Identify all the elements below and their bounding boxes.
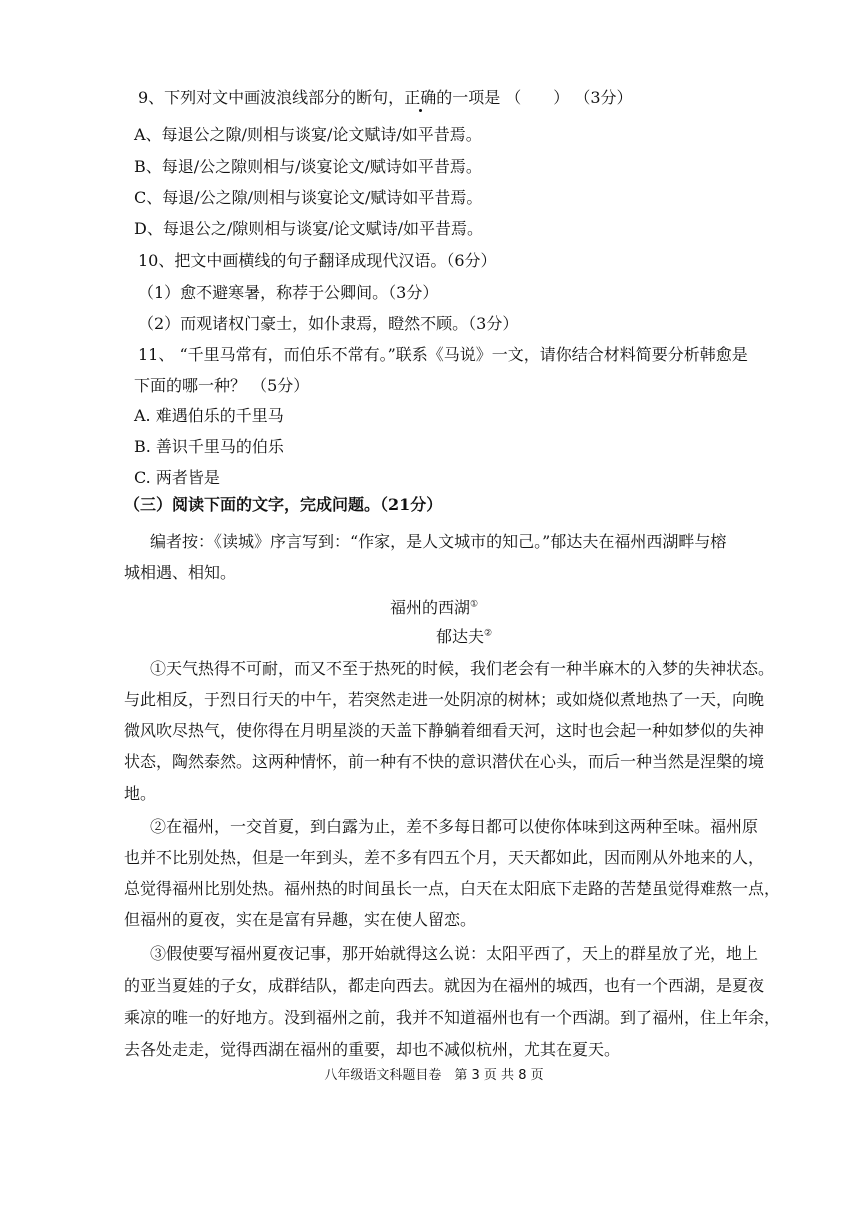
paragraph-1-line: ①天气热得不可耐，而又不至于热死的时候，我们老会有一种半麻木的入梦的失神状态。 (150, 659, 775, 678)
q10-stem: 10、把文中画横线的句子翻译成现代汉语。（6分） (138, 251, 497, 270)
q9-option-c: C、每退/公之隙/则相与谈宴论文/赋诗如平昔焉。 (134, 188, 483, 207)
q9-option-a: A、每退公之隙/则相与谈宴/论文赋诗/如平昔焉。 (134, 125, 482, 144)
paragraph-3-line: ③假使要写福州夏夜记事，那开始就得这么说：太阳平西了，天上的群星放了光，地上 (150, 944, 759, 963)
author-footnote-mark: ② (484, 628, 493, 639)
article-title-footnote-mark: ① (469, 599, 479, 610)
paragraph-2-line: 总觉得福州比别处热。福州热的时间虽长一点，白天在太阳底下走路的苦楚虽觉得难熬一点， (124, 879, 781, 898)
q10-item-2: （2）而观诸权门豪士，如仆隶焉，瞪然不顾。（3分） (138, 314, 519, 333)
editor-note-line-2: 城相遇、相知。 (124, 563, 237, 582)
section3-heading: （三）阅读下面的文字，完成问题。（21分） (124, 495, 443, 514)
page-footer: 八年级语文科题目卷 第 3 页 共 8 页 (324, 1068, 544, 1083)
paragraph-2-line: 但福州的夏夜，实在是富有异趣，实在使人留恋。 (124, 910, 477, 929)
paragraph-3-line: 的亚当夏娃的子女，成群结队，都走向西去。就因为在福州的城西，也有一个西湖，是夏夜 (124, 976, 765, 995)
q9-option-b: B、每退/公之隙则相与/谈宴论文/赋诗如平昔焉。 (134, 157, 482, 176)
paragraph-3-line: 乘凉的唯一的好地方。没到福州之前，我并不知道福州也有一个西湖。到了福州，住上年余， (124, 1008, 781, 1027)
q9-stem-pre: 9、下列对文中画波浪线部分的断句， (138, 88, 405, 107)
paragraph-3-line: 去各处走走，觉得西湖在福州的重要，却也不减似杭州，尤其在夏天。 (124, 1040, 621, 1059)
q11-option-b: B. 善识千里马的伯乐 (134, 437, 284, 456)
q9-stem-post: 的一项是 （ ） （3分） (436, 88, 633, 107)
q11-stem-line-1: 11、 “千里马常有，而伯乐不常有。”联系《马说》一文，请你结合材料简要分析韩愈是 (138, 345, 748, 364)
paragraph-1-line: 微风吹尽热气，使你得在月明星淡的天盖下静躺着细看天河，这时也会起一种如梦似的失神 (124, 721, 765, 740)
paragraph-1-line: 状态，陶然泰然。这两种情怀，前一种有不快的意识潜伏在心头，而后一种当然是涅槃的境 (124, 752, 765, 771)
paragraph-2-line: ②在福州，一交首夏，到白露为止，差不多每日都可以使你体味到这两种至味。福州原 (150, 817, 759, 836)
paragraph-1-line: 地。 (124, 784, 157, 803)
q11-option-c: C. 两者皆是 (134, 468, 220, 487)
q11-option-a: A. 难遇伯乐的千里马 (134, 406, 284, 425)
editor-note-line-1: 编者按：《读城》序言写到：“作家，是人文城市的知己。”郁达夫在福州西湖畔与榕 (150, 532, 727, 551)
paragraph-2-line: 也并不比别处热，但是一年到头，差不多有四五个月，天天都如此，因而刚从外地来的人， (124, 848, 765, 867)
article-author: 郁达夫② (436, 627, 493, 646)
q9-option-d: D、每退公之/隙则相与谈宴/论文赋诗/如平昔焉。 (134, 219, 484, 238)
q10-item-1: （1）愈不避寒暑，称荐于公卿间。（3分） (138, 283, 439, 302)
q11-stem-line-2: 下面的哪一种？ （5分） (134, 376, 310, 395)
paragraph-1-line: 与此相反，于烈日行天的中午，若突然走进一处阴凉的树林；或如烧似煮地热了一天，向晚 (124, 690, 765, 709)
q9-stem (138, 88, 633, 108)
article-title: 福州的西湖① (389, 598, 479, 617)
q9-stem-emphasis: 正确 (404, 88, 437, 107)
